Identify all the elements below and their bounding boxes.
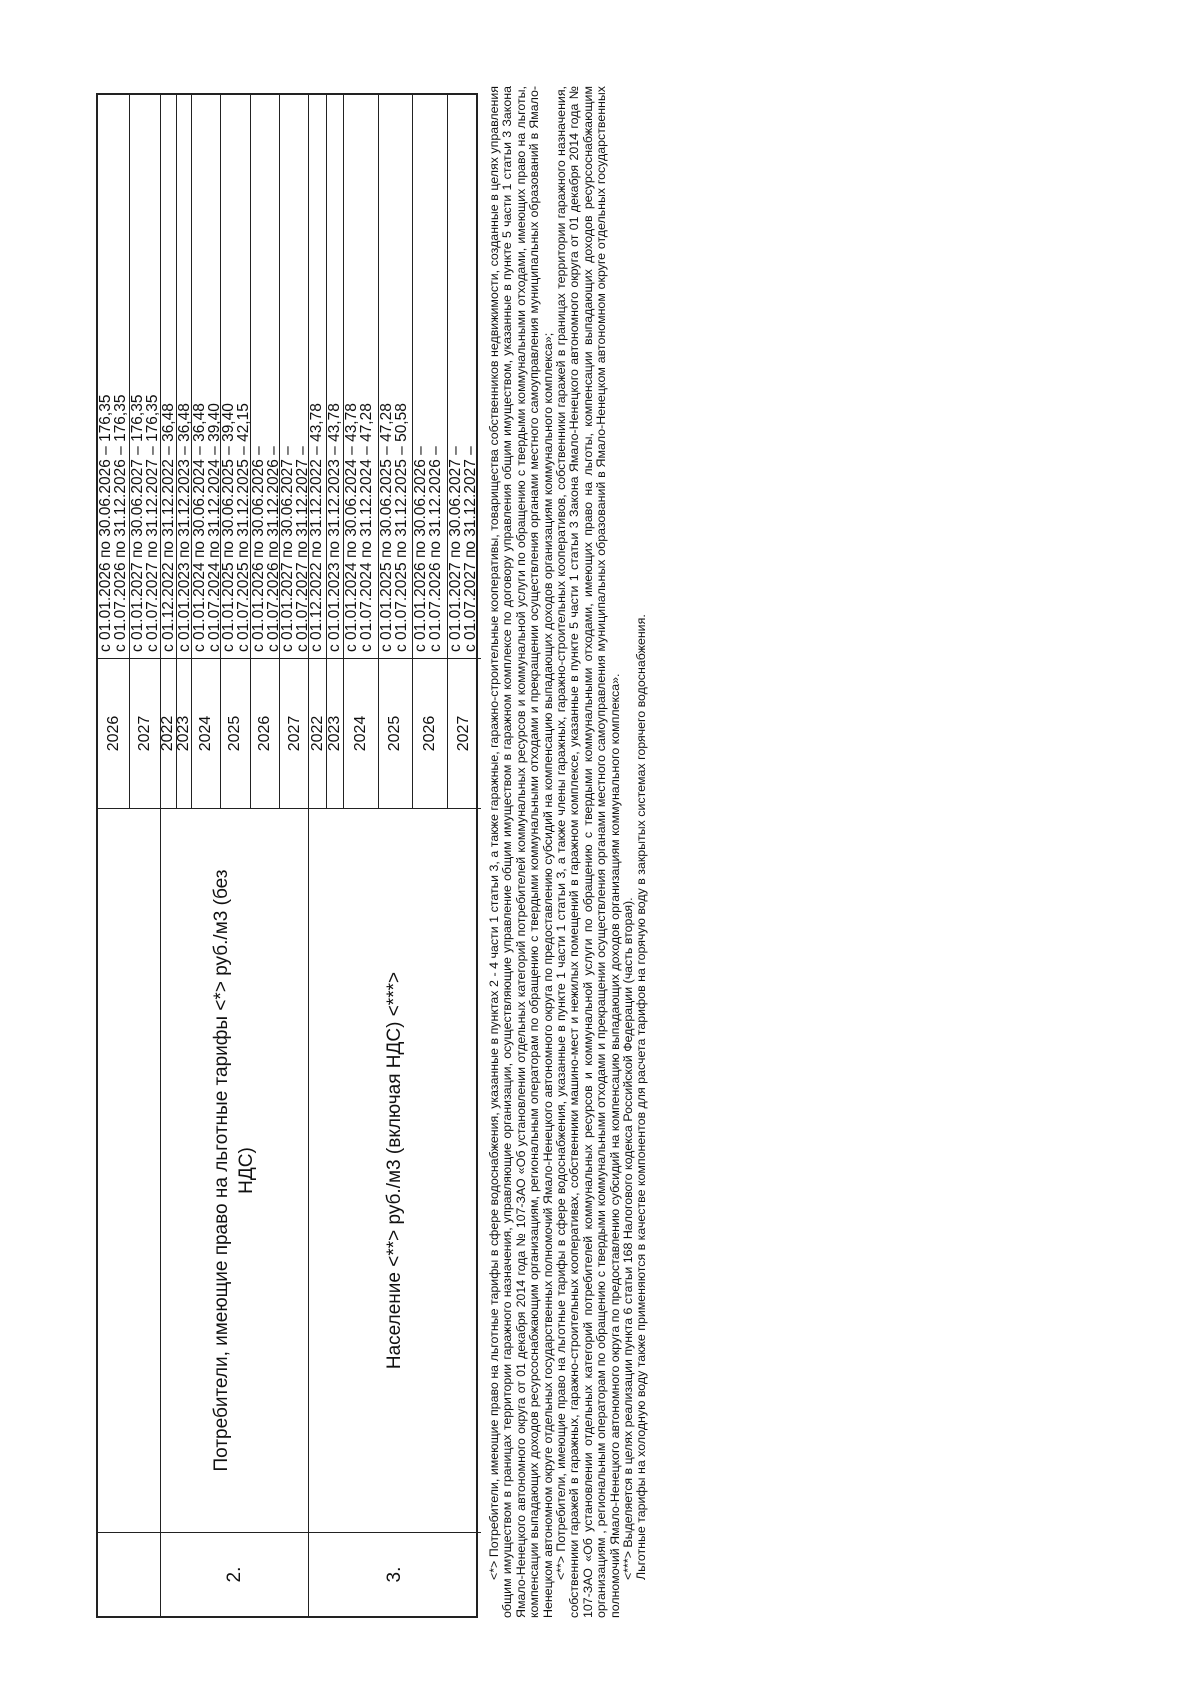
year-label: 2026: [104, 715, 122, 752]
year-cell: [447, 659, 481, 808]
footnote-2: <**> Потребители, имеющие право на льготные тарифы в сфере водоснабжения, указанные в пункте 1 части 1 статьи 3, а также члены гаражных, гаражно-строительных кооперативов, собственники гаражей в границах территории гаражного назначения, собственники гаражей в гаражных, гаражно-строительных кооперативах, собственники машино-мест и нежилых помещений в гаражном комплексе, указанные в пункте 5 части 1 статьи 3 Закона Ямало-Ненецкого автономного округа от 01 декабря 2014 года № 107-ЗАО «Об установлении отдельных категорий потребителей коммунальных ресурсов и коммунальной услуги по обращению с твердыми коммунальными отходами, имеющих право на льготы, компенсации выпадающих доходов ресурсоснабжающим организациям , региональным операторам по обращению с твердыми коммунальными отходами и прекращении осуществления органами местного самоуправления муниципальных образований в Ямало-Ненецком автономном округе отдельных государственных полномочий Ямало-Ненецкого автономного округа по предоставлению субсидий на компенсацию выпадающих доходов организациям коммунального комплекса».: [554, 86, 622, 1618]
period-cell: [412, 95, 446, 658]
year-label: 2027: [285, 715, 303, 752]
year-label: 2023: [174, 715, 192, 752]
year-column: [161, 658, 309, 808]
tariff-period: с 01.01.2023 по 31.12.2023 – 43,78: [326, 403, 344, 652]
tariff-period: с 01.07.2026 по 31.12.2026 –: [264, 446, 282, 652]
consumer-category: Население <**> руб./м3 (включая НДС) <***>: [309, 808, 481, 1532]
table-row: [308, 95, 481, 1616]
year-label: 2027: [136, 715, 153, 752]
row-number: 3.: [309, 1532, 481, 1616]
tariff-period: с 01.12.2022 по 31.12.2022 – 43,78: [308, 403, 325, 652]
tariff-period: с 01.01.2025 по 30.06.2025 – 47,28: [377, 403, 395, 652]
year-label: 2022: [308, 715, 326, 752]
year-cell: [161, 659, 176, 808]
period-cell: [220, 95, 253, 658]
tariff-period: с 01.01.2026 по 30.06.2026 – 176,35: [97, 394, 114, 652]
period-cell: [161, 95, 176, 658]
tariff-period: с 01.07.2024 по 31.12.2024 – 47,28: [358, 403, 376, 652]
year-cell: [412, 659, 446, 808]
table-row: [159, 95, 312, 1616]
year-cell: [343, 659, 377, 808]
tariff-period: с 01.01.2027 по 30.06.2027 – 176,35: [129, 394, 146, 652]
period-column: [309, 95, 481, 658]
tariff-period: с 01.07.2027 по 31.12.2027 – 176,35: [144, 394, 161, 652]
year-label: 2024: [352, 715, 370, 752]
year-label: 2022: [159, 715, 177, 752]
tariff-period: с 01.01.2025 по 30.06.2025 – 39,40: [220, 403, 238, 652]
tariff-period: с 01.07.2027 по 31.12.2027 –: [294, 446, 312, 652]
period-cell: [98, 95, 129, 658]
footnotes: [488, 86, 649, 1618]
period-cell: [326, 95, 343, 658]
period-cell: [447, 95, 481, 658]
year-cell: [326, 659, 343, 808]
period-cell: [343, 95, 377, 658]
year-label: 2027: [455, 715, 473, 752]
tariff-period: с 01.01.2024 по 30.06.2024 – 36,48: [190, 403, 208, 652]
period-cell: [279, 95, 312, 658]
year-cell: [279, 659, 309, 808]
year-label: 2024: [196, 715, 214, 752]
year-cell: [129, 659, 160, 808]
period-cell: [250, 95, 280, 658]
tariff-period: с 01.07.2027 по 31.12.2027 –: [461, 446, 479, 652]
year-cell: [176, 659, 191, 808]
period-cell: [129, 95, 160, 658]
year-label: 2026: [256, 715, 274, 752]
tariff-period: с 01.07.2024 по 31.12.2024 – 39,40: [205, 403, 223, 652]
year-cell: [250, 659, 280, 808]
year-column: [98, 658, 160, 808]
year-cell: [191, 659, 221, 808]
year-label: 2026: [420, 715, 438, 752]
footnote-3: <***> Выделяется в целях реализации пункта 6 статьи 168 Налогового кодекса Российской Федерации (часть вторая).: [621, 897, 636, 1580]
year-label: 2023: [326, 715, 344, 752]
tariff-period: с 01.07.2025 по 31.12.2025 – 50,58: [392, 403, 410, 652]
tariff-period: с 01.01.2024 по 30.06.2024 – 43,78: [343, 403, 361, 652]
tariff-period: с 01.12.2022 по 31.12.2022 – 36,48: [160, 403, 177, 652]
tariff-period: с 01.01.2027 по 30.06.2027 –: [279, 446, 297, 652]
tariff-period: с 01.01.2027 по 30.06.2027 –: [446, 446, 464, 652]
consumer-category: Потребители, имеющие право на льготные тарифы <*> руб./м3 (без НДС): [161, 808, 309, 1532]
period-cell: [309, 95, 326, 658]
year-label: 2025: [226, 715, 244, 752]
period-cell: [378, 95, 412, 658]
tariff-period: с 01.01.2023 по 31.12.2023 – 36,48: [175, 403, 193, 652]
tariff-period: с 01.01.2026 по 30.06.2026 –: [412, 446, 430, 652]
row-number: [98, 1532, 160, 1616]
period-column: [160, 95, 312, 658]
tariff-period: с 01.07.2026 по 31.12.2026 –: [427, 446, 445, 652]
year-cell: [309, 659, 326, 808]
period-column: [98, 95, 160, 658]
year-cell: [98, 659, 129, 808]
consumer-category: [98, 808, 160, 1532]
tariff-period: с 01.01.2026 по 30.06.2026 –: [249, 446, 267, 652]
tariff-period: с 01.07.2025 по 31.12.2025 – 42,15: [235, 403, 253, 652]
footnote-4: Льготные тарифы на холодную воду также применяются в качестве компонентов для расчета тарифов на горячую воду в закрытых системах горячего водоснабжения.: [634, 614, 649, 1580]
period-cell: [176, 95, 191, 658]
year-cell: [378, 659, 412, 808]
year-label: 2025: [386, 715, 404, 752]
period-cell: [191, 95, 221, 658]
year-cell: [220, 659, 250, 808]
tariff-period: с 01.07.2026 по 31.12.2026 – 176,35: [112, 394, 129, 652]
year-column: [309, 658, 481, 808]
tariff-table: [96, 93, 478, 1618]
footnote-1: <*> Потребители, имеющие право на льготные тарифы в сфере водоснабжения, указанные в пунктах 2 - 4 части 1 статьи 3, а также гаражные, гаражно-строительные кооперативы, товарищества собственников недвижимости, созданные в целях управления общим имуществом в границах территории гаражного назначения, управляющие организации, осуществляющие управление общим имуществом в гаражном комплексе по договору управления общим имуществом, указанные в пункте 5 части 1 статьи 3 Закона Ямало-Ненецкого автономного округа от 01 декабря 2014 года № 107-ЗАО «Об установлении отдельных категорий потребителей коммунальных ресурсов и коммунальной услуги по обращению с твердыми коммунальными отходами, имеющих право на льготы, компенсации выпадающих доходов ресурсоснабжающим организациям, региональным операторам по обращению с твердыми коммунальными отходами и прекращении осуществления органами местного самоуправления муниципальных образований в Ямало-Ненецком автономном округе отдельных государственных полномочий Ямало-Ненецкого автономного округа по предоставлению субсидий на компенсацию выпадающих доходов организациям коммунального комплекса»;: [487, 86, 555, 1618]
table-row: [98, 95, 160, 1616]
row-number: 2.: [161, 1532, 309, 1616]
